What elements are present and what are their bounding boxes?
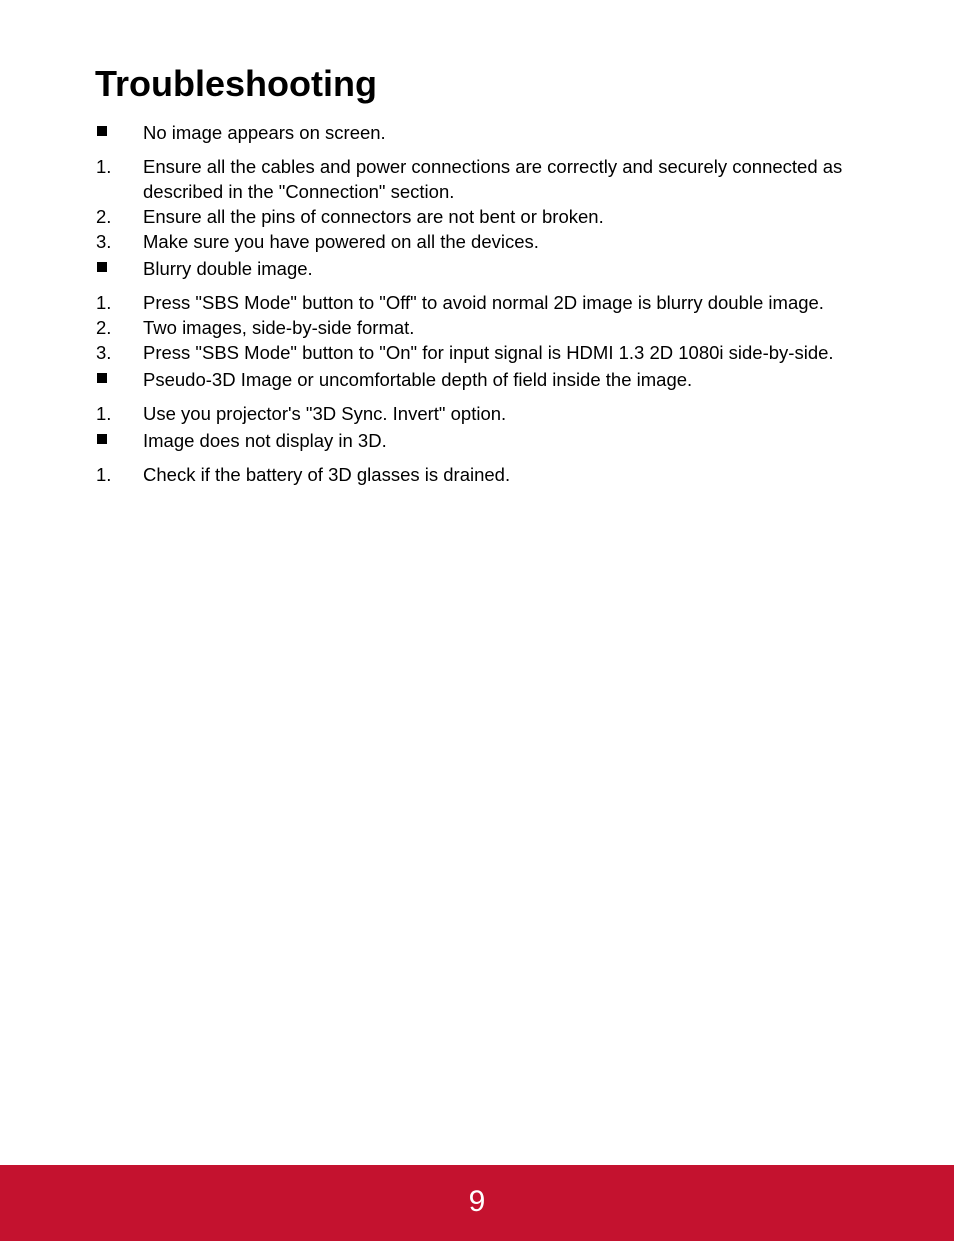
page-title: Troubleshooting [95,63,377,104]
footer-bar [0,1165,954,1241]
step-number: 1. [96,156,112,177]
step-number: 2. [96,206,112,227]
issue-heading [96,120,856,145]
solution-step [96,462,856,487]
solution-step [96,154,856,204]
square-bullet-icon [97,262,107,272]
issue-heading-text: No image appears on screen. [143,122,386,143]
step-text: Press "SBS Mode" button to "Off" to avoid normal 2D image is blurry double image. [143,292,824,313]
step-text: Press "SBS Mode" button to "On" for input signal is HDMI 1.3 2D 1080i side-by-side. [143,342,834,363]
square-bullet-icon [97,434,107,444]
troubleshooting-section [96,367,856,426]
solution-list [96,154,856,254]
solution-step [96,315,856,340]
issue-heading [96,256,856,281]
step-number: 3. [96,342,112,363]
issue-heading [96,367,856,392]
step-text: Two images, side-by-side format. [143,317,415,338]
page-number: 9 [468,1185,486,1218]
step-text: Ensure all the pins of connectors are not bent or broken. [143,206,604,227]
solution-step [96,401,856,426]
solution-step [96,204,856,229]
solution-step [96,229,856,254]
issue-heading-text: Pseudo-3D Image or uncomfortable depth of field inside the image. [143,369,693,390]
solution-step [96,290,856,315]
issue-heading-text: Blurry double image. [143,258,313,279]
step-text: Use you projector's "3D Sync. Invert" option. [143,403,507,424]
troubleshooting-section [96,120,856,254]
solution-step [96,340,856,365]
issue-heading [96,428,856,453]
solution-list [96,401,856,426]
step-number: 1. [96,403,112,424]
step-text: Ensure all the cables and power connections are correctly and securely connected as described in the "Connection" section. [143,156,843,202]
step-text: Make sure you have powered on all the devices. [143,231,539,252]
step-number: 1. [96,292,112,313]
step-number: 2. [96,317,112,338]
square-bullet-icon [97,126,107,136]
issue-heading-text: Image does not display in 3D. [143,430,387,451]
solution-list [96,290,856,365]
solution-list [96,462,856,487]
step-number: 3. [96,231,112,252]
step-number: 1. [96,464,112,485]
troubleshooting-section [96,428,856,487]
square-bullet-icon [97,373,107,383]
step-text: Check if the battery of 3D glasses is drained. [143,464,511,485]
troubleshooting-content [96,120,856,489]
troubleshooting-section [96,256,856,365]
